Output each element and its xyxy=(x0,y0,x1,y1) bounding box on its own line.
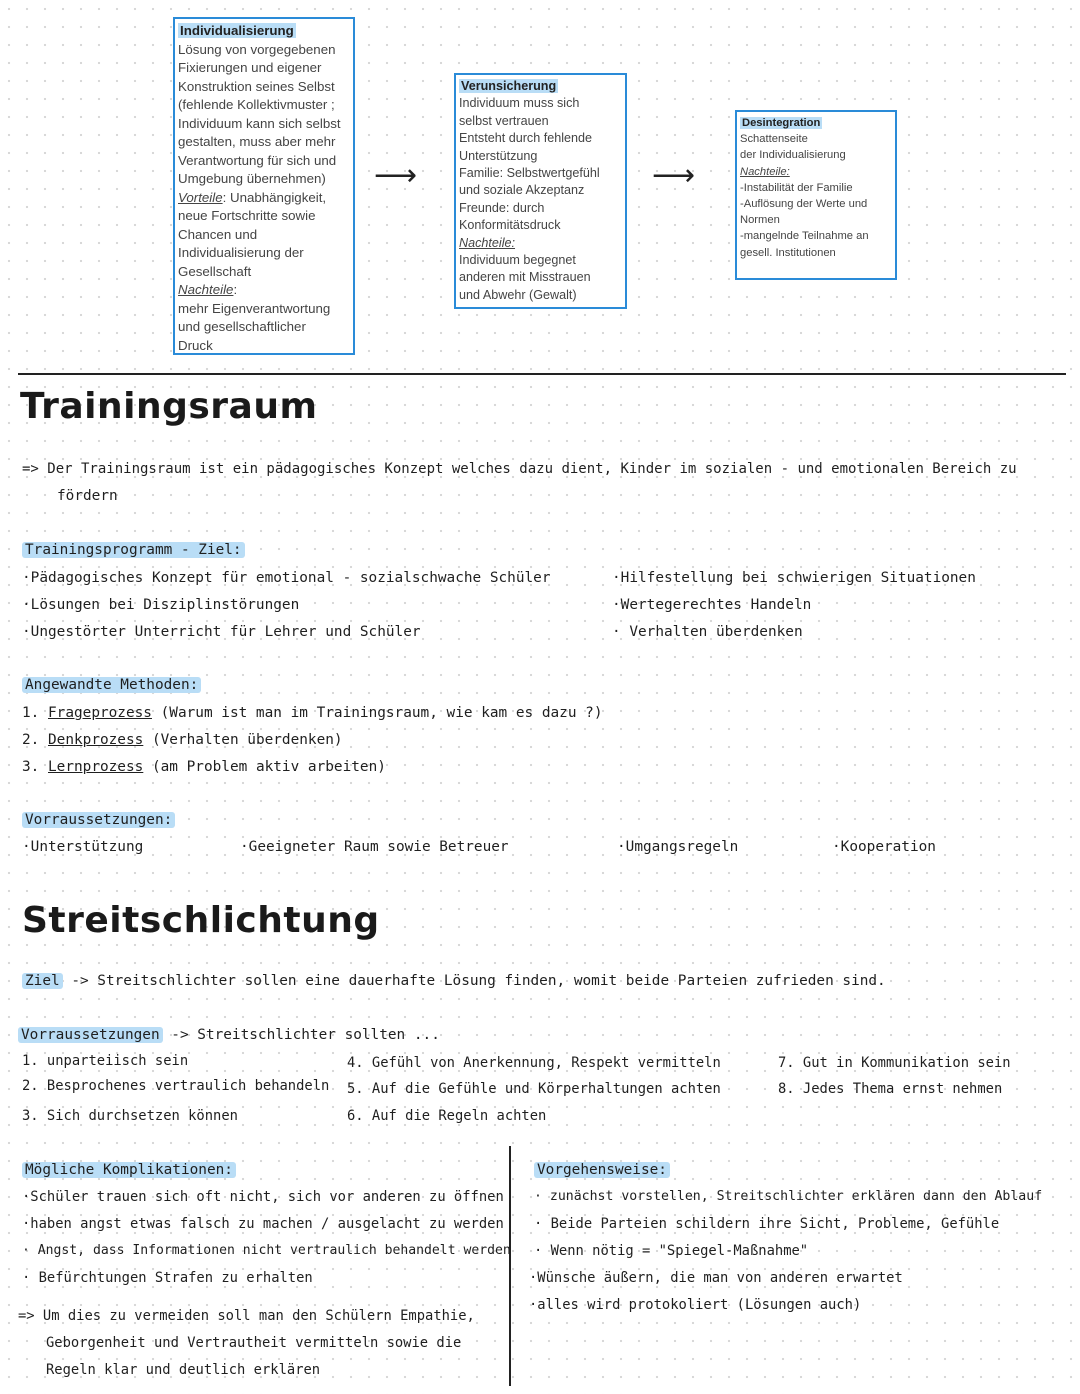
nachteile-label: Nachteile: xyxy=(740,165,790,178)
method-item xyxy=(22,732,343,748)
method-desc: (Warum ist man im Trainingsraum, wie kam es dazu ?) xyxy=(151,705,603,721)
box-line: gesell. Institutionen xyxy=(740,246,836,259)
streitschlichtung-heading: Streitschlichtung xyxy=(22,900,380,941)
methoden-label: Angewandte Methoden: xyxy=(22,677,201,693)
fazit-line: => Um dies zu vermeiden soll man den Schülern Empathie, xyxy=(18,1308,475,1324)
list-item: · Wenn nötig = "Spiegel-Maßnahme" xyxy=(534,1243,809,1259)
method-item xyxy=(22,759,386,775)
ziel-label: Ziel xyxy=(22,973,63,989)
list-item: 5. Auf die Gefühle und Körperhaltungen achten xyxy=(347,1081,721,1097)
list-item: ·Unterstützung xyxy=(22,839,144,855)
list-item: 1. unparteiisch sein xyxy=(22,1053,189,1069)
list-item: ·Geeigneter Raum sowie Betreuer xyxy=(240,839,509,855)
box-line: und Abwehr (Gewalt) xyxy=(459,287,577,302)
voraussetzungen-label: Vorraussetzungen xyxy=(18,1027,163,1043)
box-line: neue Fortschritte sowie xyxy=(178,208,316,223)
nachteile-label: Nachteile: xyxy=(459,235,516,250)
list-item: · Angst, dass Informationen nicht vertraulich behandelt werden xyxy=(22,1243,511,1258)
list-item: ·Wünsche äußern, die man von anderen erwartet xyxy=(529,1270,903,1286)
voraussetzungen-line xyxy=(18,1027,440,1043)
method-desc: (Verhalten überdenken) xyxy=(143,732,343,748)
vorteile-label: Vorteile xyxy=(178,189,223,205)
box-line: -Instabilität der Familie xyxy=(740,181,853,194)
method-number: 1. xyxy=(22,705,40,721)
list-item: ·alles wird protokoliert (Lösungen auch) xyxy=(529,1297,862,1313)
desintegration-box xyxy=(735,110,897,280)
box-line: -Auflösung der Werte und xyxy=(740,198,868,211)
ziel-text: -> Streitschlichter sollen eine dauerhafte Lösung finden, womit beide Parteien zufrieden sind. xyxy=(62,973,886,989)
arrow-right-icon: ⟶ xyxy=(374,158,418,193)
box-line: der Individualisierung xyxy=(740,149,846,162)
box-line: Individualisierung der xyxy=(178,245,304,260)
list-item: ·Ungestörter Unterricht für Lehrer und Schüler xyxy=(22,624,421,640)
box-line: und gesellschaftlicher xyxy=(178,319,306,334)
box-line: Schattenseite xyxy=(740,133,808,146)
trainingsraum-heading: Trainingsraum xyxy=(20,386,318,427)
box-line: Druck xyxy=(178,337,213,353)
list-item: ·Kooperation xyxy=(832,839,936,855)
method-name: Frageprozess xyxy=(48,705,152,721)
method-number: 3. xyxy=(22,759,40,775)
nachteile-label: Nachteile xyxy=(178,282,234,297)
method-number: 2. xyxy=(22,732,40,748)
list-item: ·Umgangsregeln xyxy=(617,839,739,855)
box-line: Unterstützung xyxy=(459,148,538,163)
trainingsprogramm-label: Trainingsprogramm - Ziel: xyxy=(22,542,245,558)
box-line: Individuum begegnet xyxy=(459,253,576,268)
nachteile-colon: : xyxy=(233,282,238,297)
box-line: gestalten, muss aber mehr xyxy=(178,134,336,149)
box-line: Konstruktion seines Selbst xyxy=(178,78,335,94)
list-item: · Beide Parteien schildern ihre Sicht, Probleme, Gefühle xyxy=(534,1216,1000,1232)
box-line: Umgebung übernehmen) xyxy=(178,171,326,186)
komplikationen-label: Mögliche Komplikationen: xyxy=(22,1162,236,1178)
list-item: ·Wertegerechtes Handeln xyxy=(612,597,812,613)
box-line: Chancen und xyxy=(178,226,258,242)
desintegration-title: Desintegration xyxy=(742,117,821,129)
list-item: · Befürchtungen Strafen zu erhalten xyxy=(22,1270,313,1286)
method-desc: (am Problem aktiv arbeiten) xyxy=(143,759,386,775)
method-item xyxy=(22,705,603,721)
list-item: ·Schüler trauen sich oft nicht, sich vor anderen zu öffnen xyxy=(22,1189,504,1205)
method-name: Denkprozess xyxy=(48,732,144,748)
box-line: (fehlende Kollektivmuster ; xyxy=(178,97,335,112)
list-item: 7. Gut in Kommunikation sein xyxy=(778,1055,1011,1071)
box-line: -mangelnde Teilnahme an xyxy=(740,230,869,243)
list-item: 8. Jedes Thema ernst nehmen xyxy=(778,1081,1003,1097)
box-line: selbst vertrauen xyxy=(459,113,549,128)
arrow-right-icon: ⟶ xyxy=(652,158,696,193)
box-line: Familie: Selbstwertgefühl xyxy=(459,166,600,181)
box-line: Freunde: durch xyxy=(459,200,545,215)
vorgehensweise-label: Vorgehensweise: xyxy=(534,1162,670,1178)
box-line: Gesellschaft xyxy=(178,263,252,279)
box-line: Fixierungen und eigener xyxy=(178,60,322,75)
list-item: 2. Besprochenes vertraulich behandeln xyxy=(22,1078,330,1094)
box-line: Entsteht durch fehlende xyxy=(459,131,593,146)
box-line: Individuum kann sich selbst xyxy=(178,115,341,131)
list-item: · Verhalten überdenken xyxy=(612,624,803,640)
verunsicherung-title: Verunsicherung xyxy=(461,79,557,93)
box-line: anderen mit Misstrauen xyxy=(459,270,591,285)
vorteile-first: : Unabhängigkeit, xyxy=(222,189,327,205)
column-divider xyxy=(509,1146,511,1386)
ziel-line xyxy=(22,973,886,989)
section-divider xyxy=(18,373,1066,375)
voraussetzungen-suffix: -> Streitschlichter sollten ... xyxy=(162,1027,440,1043)
box-line: Verantwortung für sich und xyxy=(178,152,337,168)
box-line: Lösung von vorgegebenen xyxy=(178,41,336,57)
list-item: 3. Sich durchsetzen können xyxy=(22,1108,238,1124)
fazit-line: Geborgenheit und Vertrautheit vermitteln sowie die xyxy=(46,1335,462,1351)
box-line: und soziale Akzeptanz xyxy=(459,183,585,198)
individualisierung-title: Individualisierung xyxy=(180,23,294,38)
box-line: Konformitätsdruck xyxy=(459,218,561,233)
trainingsraum-intro: => Der Trainingsraum ist ein pädagogisches Konzept welches dazu dient, Kinder im sozialen - und emotionalen Bereich zu xyxy=(22,461,1017,477)
list-item: ·haben angst etwas falsch zu machen / ausgelacht zu werden xyxy=(22,1216,504,1232)
box-line: Normen xyxy=(740,214,780,227)
individualisierung-box xyxy=(173,17,355,355)
list-item: ·Hilfestellung bei schwierigen Situationen xyxy=(612,570,976,586)
list-item: 6. Auf die Regeln achten xyxy=(347,1108,547,1124)
list-item: ·Pädagogisches Konzept für emotional - sozialschwache Schüler xyxy=(22,570,551,586)
list-item: · zunächst vorstellen, Streitschlichter erklären dann den Ablauf xyxy=(534,1189,1043,1204)
box-line: Individuum muss sich xyxy=(459,96,580,111)
box-line: mehr Eigenverantwortung xyxy=(178,300,331,316)
trainingsraum-intro-cont: fördern xyxy=(57,488,118,504)
list-item: 4. Gefühl von Anerkennung, Respekt vermitteln xyxy=(347,1055,721,1071)
voraussetzungen-label: Vorraussetzungen: xyxy=(22,812,175,828)
method-name: Lernprozess xyxy=(48,759,144,775)
list-item: ·Lösungen bei Disziplinstörungen xyxy=(22,597,300,613)
fazit-line: Regeln klar und deutlich erklären xyxy=(46,1362,321,1378)
verunsicherung-box xyxy=(454,73,627,309)
